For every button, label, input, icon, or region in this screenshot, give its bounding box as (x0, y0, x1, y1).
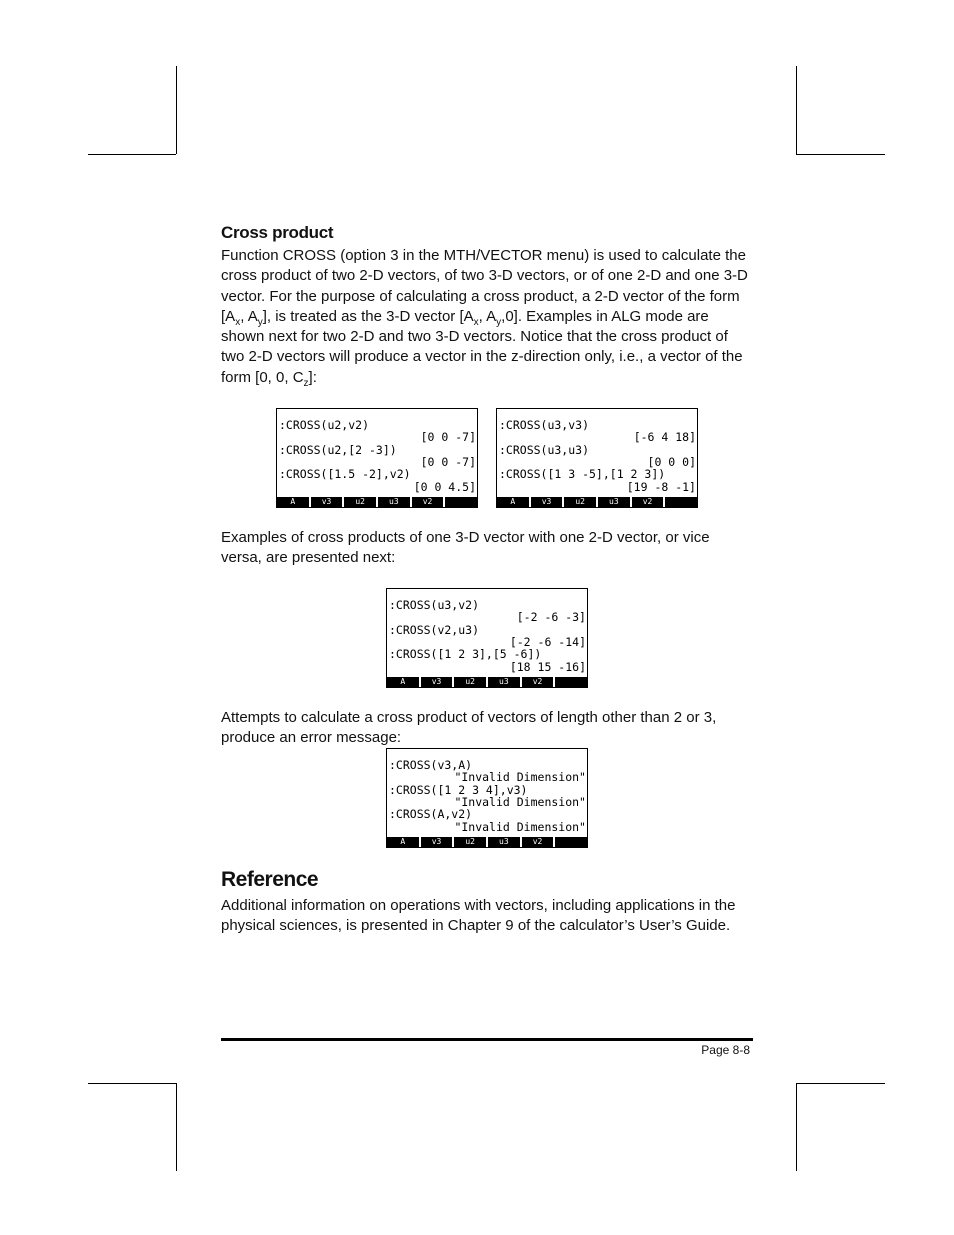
crop-mark (176, 1083, 177, 1171)
section-heading-cross-product: Cross product (221, 223, 334, 242)
screen-result-line: [-2 -6 -14] (509, 634, 586, 649)
screen-command-line: :CROSS([1 3 -5],[1 2 3]) (499, 467, 666, 482)
screen-softkey-menu (277, 497, 477, 507)
crop-mark (796, 1083, 885, 1084)
screen-softkey-menu (387, 837, 587, 847)
softkey (665, 497, 697, 507)
screen-command-line: :CROSS([1 2 3],[5 -6]) (389, 647, 542, 662)
screen-result-line: [-6 4 18] (633, 430, 696, 445)
softkey: A (497, 497, 529, 507)
screen-result-line: [18 15 -16] (509, 659, 586, 674)
crop-mark (176, 66, 177, 154)
softkey (555, 677, 587, 687)
crop-mark (88, 154, 176, 155)
screen-command-line: :CROSS([1.5 -2],v2) (279, 467, 411, 482)
crop-mark (88, 1083, 176, 1084)
softkey: u2 (454, 677, 486, 687)
crop-mark (796, 154, 885, 155)
softkey (555, 837, 587, 847)
screen-result-line: [0 0 -7] (420, 454, 476, 469)
screen-command-line: :CROSS(A,v2) (389, 807, 473, 822)
softkey: v3 (531, 497, 563, 507)
calculator-screen-mixed-cross (386, 588, 588, 688)
paragraph-mixed-vectors: Examples of cross products of one 3-D vector with one 2-D vector, or vice versa, are presented next: (221, 529, 710, 567)
screen-result-line: [19 -8 -1] (626, 479, 696, 494)
screen-result-line: [0 0 -7] (420, 430, 476, 445)
screen-command-line: :CROSS(u2,[2 -3]) (279, 442, 397, 457)
softkey: u3 (598, 497, 630, 507)
screen-softkey-menu (387, 677, 587, 687)
softkey: A (277, 497, 309, 507)
screen-command-line: :CROSS(u2,v2) (279, 418, 370, 432)
screen-result-line: [0 0 4.5] (413, 479, 476, 494)
screen-result-line: "Invalid Dimension" (454, 770, 586, 785)
screen-command-line: :CROSS(u3,v3) (499, 418, 590, 432)
screen-command-line: :CROSS(v3,A) (389, 758, 473, 772)
footer-rule (221, 1038, 753, 1041)
section-heading-reference: Reference (221, 868, 319, 891)
crop-mark (796, 66, 797, 154)
paragraph-error-intro: Attempts to calculate a cross product of vectors of length other than 2 or 3, produce an error message: (221, 709, 717, 747)
calculator-screen-3d-cross (496, 408, 698, 508)
softkey: u3 (488, 837, 520, 847)
screen-result-line: [-2 -6 -3] (516, 610, 586, 625)
softkey: v2 (522, 677, 554, 687)
softkey: u3 (488, 677, 520, 687)
paragraph-cross-intro: Function CROSS (option 3 in the MTH/VECTOR menu) is used to calculate the cross product of two 2-D vectors, of two 3-D vectors, or of one 2-D and one 3-D vector. For the purpose of calculating a cross product, a 2-D vector of the form [$A_x$, $A_y$], is treated as the 3-D vector [$A_x$, $A_y,0$]. Examples in ALG mode are shown next for two 2-D and two 3-D vectors. Notice that the cross product of two 2-D vectors will produce a vector in the z-direction only, i.e., a vector of the form [0, 0, $C_z$]: (221, 247, 748, 389)
softkey: v3 (421, 677, 453, 687)
softkey: v2 (522, 837, 554, 847)
screen-command-line: :CROSS(v2,u3) (389, 622, 480, 637)
calculator-screen-2d-cross (276, 408, 478, 508)
softkey: u2 (454, 837, 486, 847)
softkey: A (387, 837, 419, 847)
softkey: u3 (378, 497, 410, 507)
screen-command-line: :CROSS(u3,v2) (389, 598, 480, 612)
screen-command-line: :CROSS([1 2 3 4],v3) (389, 782, 528, 797)
softkey (445, 497, 477, 507)
softkey: u2 (564, 497, 596, 507)
crop-mark (796, 1083, 797, 1171)
screen-result-line: "Invalid Dimension" (454, 819, 586, 834)
screen-softkey-menu (497, 497, 697, 507)
screen-result-line: "Invalid Dimension" (454, 794, 586, 809)
screen-command-line: :CROSS(u3,u3) (499, 442, 590, 457)
softkey: v2 (412, 497, 444, 507)
softkey: v2 (632, 497, 664, 507)
softkey: A (387, 677, 419, 687)
calculator-screen-error (386, 748, 588, 848)
page-number: Page 8-8 (701, 1043, 750, 1057)
paragraph-reference: Additional information on operations with vectors, including applications in the physical sciences, is presented in Chapter 9 of the calculator’s User’s Guide. (221, 897, 736, 935)
softkey: v3 (421, 837, 453, 847)
softkey: u2 (344, 497, 376, 507)
softkey: v3 (311, 497, 343, 507)
screen-result-line: [0 0 0] (647, 454, 696, 469)
